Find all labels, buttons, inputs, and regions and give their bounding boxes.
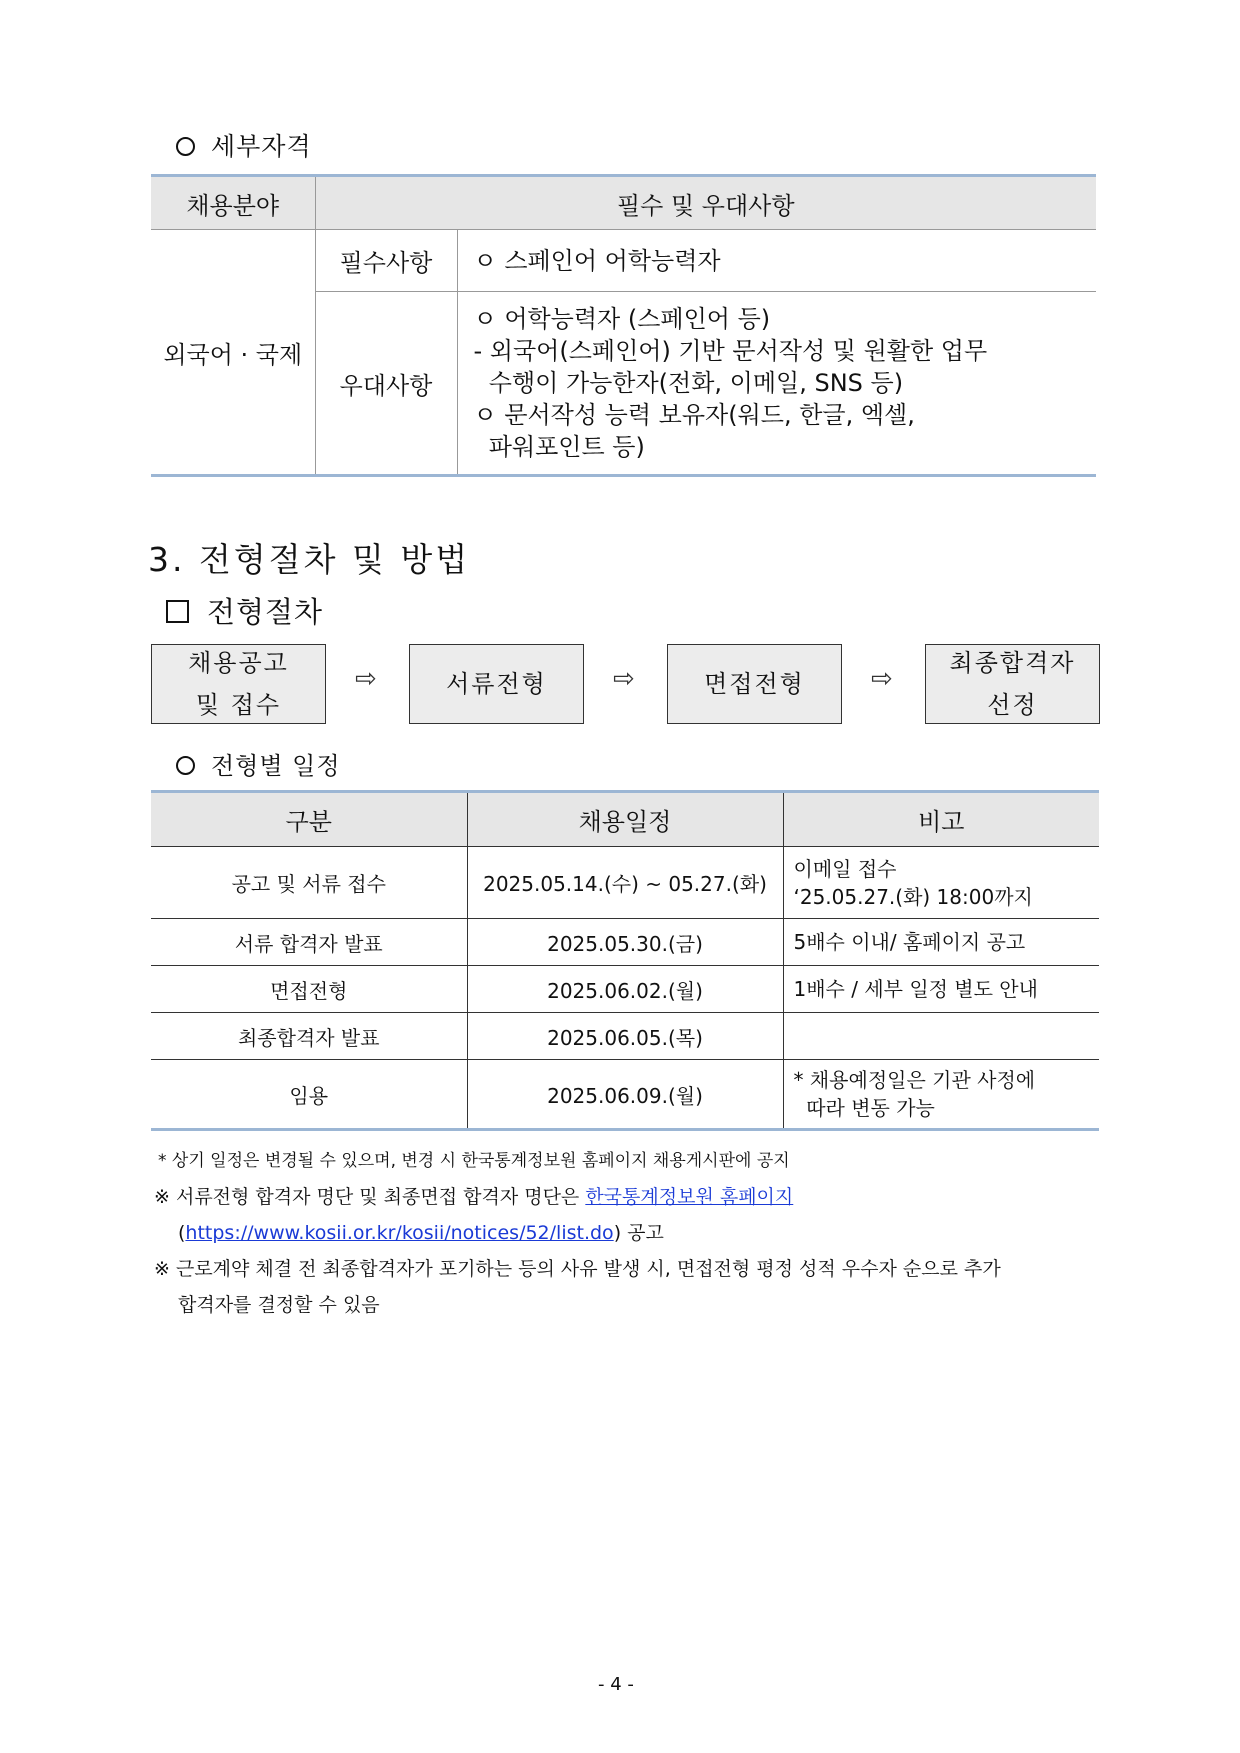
note-line: * 채용예정일은 기관 사정에 bbox=[793, 1068, 1036, 1092]
row-note bbox=[783, 1013, 1099, 1060]
preferred-line: 파워포인트 등) bbox=[473, 433, 645, 461]
header-category: 구분 bbox=[151, 792, 467, 847]
preferred-details bbox=[457, 292, 1096, 476]
flow-step-line: 및 접수 bbox=[195, 691, 282, 719]
qualification-table bbox=[151, 174, 1096, 477]
flow-step-document bbox=[409, 644, 584, 724]
arrow-right-icon: ⇨ bbox=[355, 664, 377, 694]
required-label: 필수사항 bbox=[315, 230, 457, 292]
header-field: 채용분야 bbox=[151, 176, 315, 230]
header-date: 채용일정 bbox=[467, 792, 783, 847]
table-row bbox=[151, 1013, 1099, 1060]
arrow-right-icon: ⇨ bbox=[613, 664, 635, 694]
qualification-header-row bbox=[151, 176, 1096, 230]
required-text: ㅇ 스페인어 어학능력자 bbox=[457, 230, 1096, 292]
page-number: - 4 - bbox=[598, 1674, 634, 1695]
preferred-line: ㅇ 문서작성 능력 보유자(워드, 한글, 엑셀, bbox=[473, 401, 915, 429]
note-additional-pass-cont: 합격자를 결정할 수 있음 bbox=[178, 1294, 380, 1316]
note-url-line: (https://www.kosii.or.kr/kosii/notices/52/list.do) 공고 bbox=[178, 1222, 664, 1244]
row-category: 임용 bbox=[151, 1060, 467, 1130]
table-row bbox=[151, 847, 1099, 919]
row-date: 2025.06.02.(월) bbox=[467, 966, 783, 1013]
flow-step-line: 최종합격자 bbox=[949, 649, 1076, 677]
process-heading: 전형절차 bbox=[166, 590, 323, 631]
row-note: 5배수 이내/ 홈페이지 공고 bbox=[783, 919, 1099, 966]
notices-url-link[interactable]: https://www.kosii.or.kr/kosii/notices/52/list.do bbox=[185, 1222, 614, 1244]
row-category: 공고 및 서류 접수 bbox=[151, 847, 467, 919]
row-date: 2025.06.09.(월) bbox=[467, 1060, 783, 1130]
note-additional-pass: ※ 근로계약 체결 전 최종합격자가 포기하는 등의 사유 발생 시, 면접전형 평정 성적 우수자 순으로 추가 bbox=[154, 1258, 1001, 1280]
qualification-heading: 세부자격 bbox=[176, 127, 312, 163]
row-note bbox=[783, 847, 1099, 919]
preferred-line: 수행이 가능한자(전화, 이메일, SNS 등) bbox=[473, 369, 904, 397]
schedule-table bbox=[151, 790, 1099, 1131]
circle-bullet-icon bbox=[176, 137, 195, 156]
row-date: 2025.06.05.(목) bbox=[467, 1013, 783, 1060]
homepage-link[interactable]: 한국통계정보원 홈페이지 bbox=[585, 1186, 794, 1208]
row-category: 서류 합격자 발표 bbox=[151, 919, 467, 966]
header-note: 비고 bbox=[783, 792, 1099, 847]
preferred-label: 우대사항 bbox=[315, 292, 457, 476]
row-date: 2025.05.30.(금) bbox=[467, 919, 783, 966]
notes-block bbox=[154, 1143, 1104, 1323]
section-title: 3. 전형절차 및 방법 bbox=[148, 540, 471, 579]
flow-step-line: 채용공고 bbox=[188, 649, 289, 677]
flow-step-line: 면접전형 bbox=[704, 670, 805, 698]
row-date: 2025.05.14.(수) ~ 05.27.(화) bbox=[467, 847, 783, 919]
circle-bullet-icon bbox=[176, 756, 195, 775]
flow-step-announcement bbox=[151, 644, 326, 724]
header-requirements: 필수 및 우대사항 bbox=[315, 176, 1096, 230]
table-row bbox=[151, 1060, 1099, 1130]
schedule-header-row bbox=[151, 792, 1099, 847]
note-line: 이메일 접수 bbox=[793, 856, 897, 881]
row-note: 1배수 / 세부 일정 별도 안내 bbox=[783, 966, 1099, 1013]
row-note bbox=[783, 1060, 1099, 1130]
row-category: 면접전형 bbox=[151, 966, 467, 1013]
arrow-right-icon: ⇨ bbox=[871, 664, 893, 694]
flow-step-line: 서류전형 bbox=[446, 670, 547, 698]
row-category: 최종합격자 발표 bbox=[151, 1013, 467, 1060]
flow-step-final bbox=[925, 644, 1100, 724]
preferred-line: - 외국어(스페인어) 기반 문서작성 및 원활한 업무 bbox=[473, 337, 988, 365]
note-line: ‘25.05.27.(화) 18:00까지 bbox=[793, 884, 1033, 909]
flow-step-line: 선정 bbox=[987, 691, 1038, 719]
preferred-line: ㅇ 어학능력자 (스페인어 등) bbox=[473, 305, 771, 333]
schedule-heading: 전형별 일정 bbox=[176, 746, 341, 781]
field-cell: 외국어 · 국제 bbox=[151, 230, 315, 476]
flow-step-interview bbox=[667, 644, 842, 724]
required-row bbox=[151, 230, 1096, 292]
note-schedule-change: * 상기 일정은 변경될 수 있으며, 변경 시 한국통계정보원 홈페이지 채용게시판에 공지 bbox=[158, 1151, 790, 1171]
square-bullet-icon bbox=[166, 600, 189, 623]
note-result-announcement: ※ 서류전형 합격자 명단 및 최종면접 합격자 명단은 한국통계정보원 홈페이지 bbox=[154, 1186, 794, 1208]
table-row bbox=[151, 919, 1099, 966]
note-line: 따라 변동 가능 bbox=[793, 1096, 935, 1120]
table-row bbox=[151, 966, 1099, 1013]
